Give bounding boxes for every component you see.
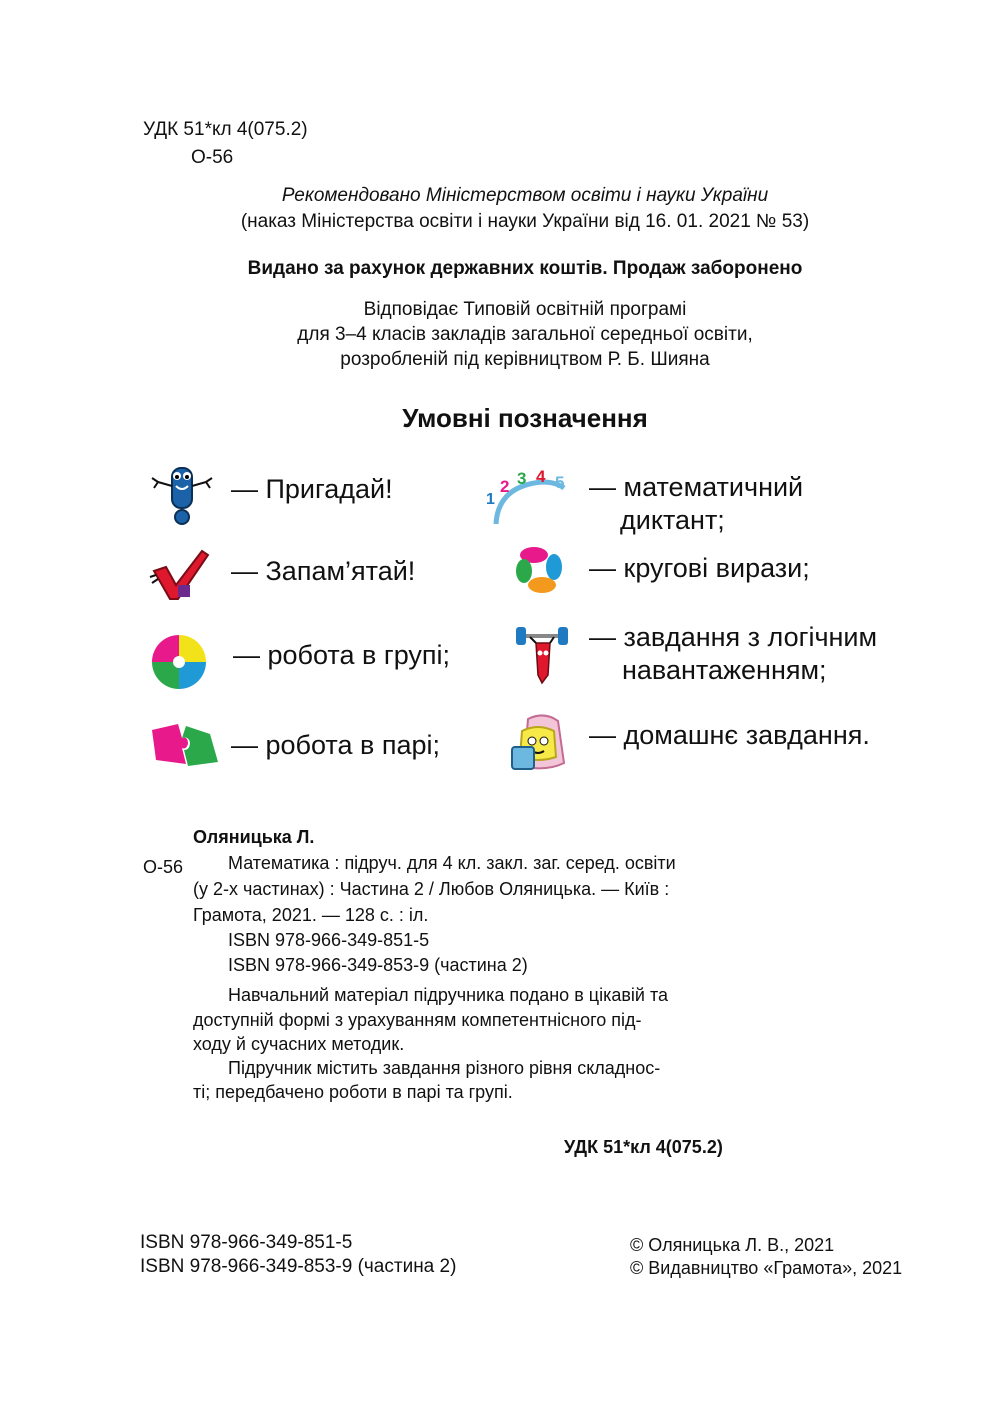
biblio-isbn-2: ISBN 978-966-349-853-9 (частина 2): [228, 955, 528, 975]
legend-item-group-work-label: — робота в групі;: [233, 640, 451, 670]
legend-item-dictation-label-2: диктант;: [620, 505, 725, 535]
legend-item-circular-label: — кругові вирази;: [589, 553, 810, 583]
recommended-line: Рекомендовано Міністерством освіти і науки України: [281, 185, 769, 206]
puzzle-pair-icon: [148, 720, 220, 770]
annotation-1-line-2: доступній формі з урахуванням компетентнісного під-: [193, 1010, 642, 1030]
program-line-3: розробленій під керівництвом Р. Б. Шияна: [340, 349, 710, 370]
biblio-desc-2: (у 2-х частинах) : Частина 2 / Любов Оляницька. — Київ :: [193, 879, 670, 899]
annotation-2-line-2: ті; передбачено роботи в парі та групі.: [193, 1082, 513, 1102]
program-line-1: Відповідає Типовій освітній програмі: [363, 299, 687, 320]
legend-item-logic-label-2: навантаженням;: [622, 655, 827, 685]
legend-item-logic-label-1: — завдання з логічним: [589, 622, 878, 652]
udk-top: УДК 51*кл 4(075.2): [143, 119, 308, 140]
digit-3: 3: [517, 469, 527, 488]
legend-item-pair-work-label: — робота в парі;: [231, 730, 440, 760]
numbers-arc-icon: [484, 462, 580, 528]
legend-title: Умовні позначення: [402, 403, 648, 433]
biblio-isbn-1: ISBN 978-966-349-851-5: [228, 930, 430, 950]
copyright-author: © Оляницька Л. В., 2021: [630, 1235, 835, 1255]
check-mark-icon: [148, 547, 212, 603]
digit-2: 2: [500, 477, 510, 496]
order-line: (наказ Міністерства освіти і науки України від 16. 01. 2021 № 53): [240, 211, 810, 232]
program-line-2: для 3–4 класів закладів загальної середньої освіти,: [297, 324, 753, 345]
annotation-1-line-3: ходу й сучасних методик.: [193, 1034, 405, 1054]
digit-1: 1: [486, 491, 495, 508]
fish-circle-icon: [512, 543, 570, 595]
biblio-author: Оляницька Л.: [193, 827, 315, 847]
biblio-code: О-56: [143, 857, 184, 877]
biblio-desc-1: Математика : підруч. для 4 кл. закл. заг. серед. освіти: [228, 853, 676, 873]
copyright-publisher: © Видавництво «Грамота», 2021: [630, 1258, 903, 1278]
legend-item-remember-label: — Пригадай!: [231, 474, 393, 504]
puzzle-group-icon: [148, 633, 210, 691]
digit-4: 4: [536, 467, 546, 486]
legend-item-homework-label: — домашнє завдання.: [589, 720, 870, 750]
legend-item-memorize-label: — Запам’ятай!: [231, 556, 416, 586]
biblio-udk: УДК 51*кл 4(075.2): [564, 1137, 723, 1157]
exclamation-mascot-icon: [148, 462, 216, 526]
annotation-1-line-1: Навчальний матеріал підручника подано в цікавій та: [228, 985, 669, 1005]
code-top: О-56: [191, 147, 234, 168]
pencil-weightlifter-icon: [512, 621, 572, 685]
state-funds-line: Видано за рахунок державних коштів. Продаж заборонено: [247, 258, 803, 279]
footer-isbn-2: ISBN 978-966-349-853-9 (частина 2): [140, 1256, 457, 1277]
biblio-desc-3: Грамота, 2021. — 128 с. : іл.: [193, 905, 429, 925]
annotation-2-line-1: Підручник містить завдання різного рівня складнос-: [228, 1058, 661, 1078]
legend-item-dictation-label-1: — математичний: [589, 472, 804, 502]
digit-5: 5: [555, 473, 565, 492]
footer-isbn-1: ISBN 978-966-349-851-5: [140, 1232, 353, 1253]
backpack-icon: [508, 713, 574, 773]
